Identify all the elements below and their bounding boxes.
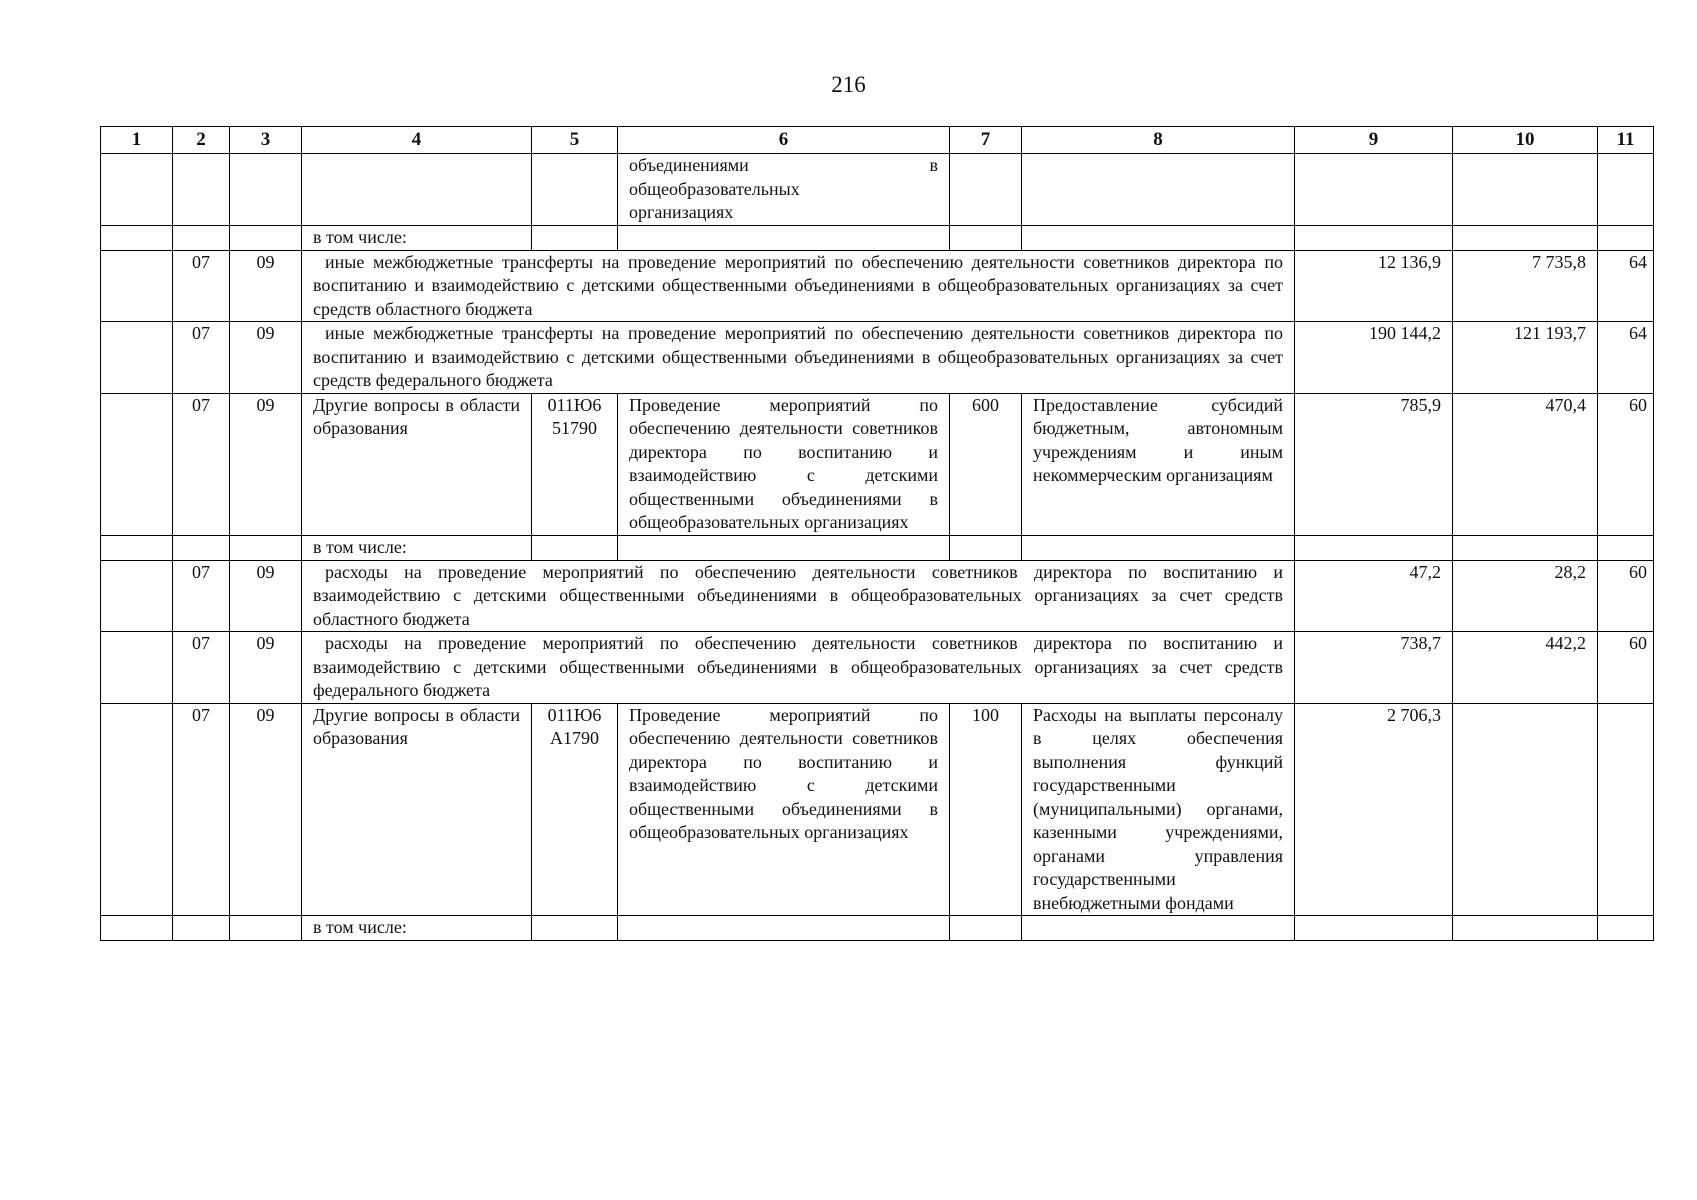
table-row xyxy=(101,632,1654,704)
col-header: 6 xyxy=(618,127,950,154)
amount-col9: 190 144,2 xyxy=(1295,322,1453,394)
table-row xyxy=(101,154,1654,226)
expense-description: расходы на проведение мероприятий по обеспечению деятельности советников директора по воспитанию и взаимодействию с детскими общественными объединениями в общеобразовательных организациях за счет средств областного бюджета xyxy=(302,560,1295,632)
subsection-code: 09 xyxy=(230,322,302,394)
section-code: 07 xyxy=(173,322,230,394)
percent-col11: 64 xyxy=(1598,322,1654,394)
activity-cell: Проведение мероприятий по обеспечению деятельности советников директора по воспитанию и взаимодействию с детскими общественными объединениями в общеобразовательных организациях xyxy=(618,703,950,916)
table-row xyxy=(101,393,1654,535)
page-number: 216 xyxy=(831,72,866,97)
section-name: Другие вопросы в области образования xyxy=(302,703,532,916)
section-code: 07 xyxy=(173,703,230,916)
subsection-code: 09 xyxy=(230,250,302,322)
transfer-description: иные межбюджетные трансферты на проведение мероприятий по обеспечению деятельности советников директора по воспитанию и взаимодействию с детскими общественными объединениями в общеобразовательных организациях за счет средств областного бюджета xyxy=(302,250,1295,322)
subsection-code: 09 xyxy=(230,393,302,535)
section-code: 07 xyxy=(173,632,230,704)
col-header: 2 xyxy=(173,127,230,154)
col-header: 1 xyxy=(101,127,173,154)
budget-table xyxy=(100,126,1654,941)
table-row xyxy=(101,535,1654,560)
section-code: 07 xyxy=(173,560,230,632)
amount-col10: 28,2 xyxy=(1453,560,1598,632)
table-row xyxy=(101,322,1654,394)
col-header: 5 xyxy=(532,127,618,154)
section-name: Другие вопросы в области образования xyxy=(302,393,532,535)
expense-type-name: Предоставление субсидий бюджетным, автономным учреждениям и иным некоммерческим организациям xyxy=(1022,393,1295,535)
col-header: 8 xyxy=(1022,127,1295,154)
amount-col9: 47,2 xyxy=(1295,560,1453,632)
col-header: 9 xyxy=(1295,127,1453,154)
amount-col9: 738,7 xyxy=(1295,632,1453,704)
expense-type-code: 600 xyxy=(950,393,1022,535)
amount-col9: 12 136,9 xyxy=(1295,250,1453,322)
amount-col10: 442,2 xyxy=(1453,632,1598,704)
table-row xyxy=(101,560,1654,632)
expense-description: расходы на проведение мероприятий по обеспечению деятельности советников директора по воспитанию и взаимодействию с детскими общественными объединениями в общеобразовательных организациях за счет средств федерального бюджета xyxy=(302,632,1295,704)
expense-type-code: 100 xyxy=(950,703,1022,916)
amount-col10: 470,4 xyxy=(1453,393,1598,535)
table-row xyxy=(101,703,1654,916)
col-header: 11 xyxy=(1598,127,1654,154)
amount-col10: 7 735,8 xyxy=(1453,250,1598,322)
percent-col11: 64 xyxy=(1598,250,1654,322)
table-row xyxy=(101,250,1654,322)
header-row xyxy=(101,127,1654,154)
col-header: 10 xyxy=(1453,127,1598,154)
target-article-code: 011Ю6 51790 xyxy=(532,393,618,535)
transfer-description: иные межбюджетные трансферты на проведение мероприятий по обеспечению деятельности советников директора по воспитанию и взаимодействию с детскими общественными объединениями в общеобразовательных организациях за счет средств федерального бюджета xyxy=(302,322,1295,394)
target-article-code: 011Ю6 А1790 xyxy=(532,703,618,916)
section-code: 07 xyxy=(173,393,230,535)
amount-col9: 785,9 xyxy=(1295,393,1453,535)
percent-col11: 60 xyxy=(1598,560,1654,632)
col-header: 3 xyxy=(230,127,302,154)
subsection-code: 09 xyxy=(230,703,302,916)
subtotal-label: в том числе: xyxy=(302,535,532,560)
subtotal-label: в том числе: xyxy=(302,225,532,250)
subtotal-label: в том числе: xyxy=(302,916,532,941)
percent-col11: 60 xyxy=(1598,632,1654,704)
section-code: 07 xyxy=(173,250,230,322)
col-header: 7 xyxy=(950,127,1022,154)
activity-cell: Проведение мероприятий по обеспечению деятельности советников директора по воспитанию и взаимодействию с детскими общественными объединениями в общеобразовательных организациях xyxy=(618,393,950,535)
percent-col11: 60 xyxy=(1598,393,1654,535)
table-row xyxy=(101,225,1654,250)
subsection-code: 09 xyxy=(230,632,302,704)
percent-col11 xyxy=(1598,703,1654,916)
amount-col10 xyxy=(1453,703,1598,916)
amount-col9: 2 706,3 xyxy=(1295,703,1453,916)
table-row xyxy=(101,916,1654,941)
amount-col10: 121 193,7 xyxy=(1453,322,1598,394)
expense-type-name: Расходы на выплаты персоналу в целях обеспечения выполнения функций государственными (муниципальными) органами, казенными учреждениями, органами управления государственными внебюджетными фондами xyxy=(1022,703,1295,916)
subsection-code: 09 xyxy=(230,560,302,632)
activity-cell: объединениями в общеобразовательных организациях xyxy=(618,154,950,226)
col-header: 4 xyxy=(302,127,532,154)
